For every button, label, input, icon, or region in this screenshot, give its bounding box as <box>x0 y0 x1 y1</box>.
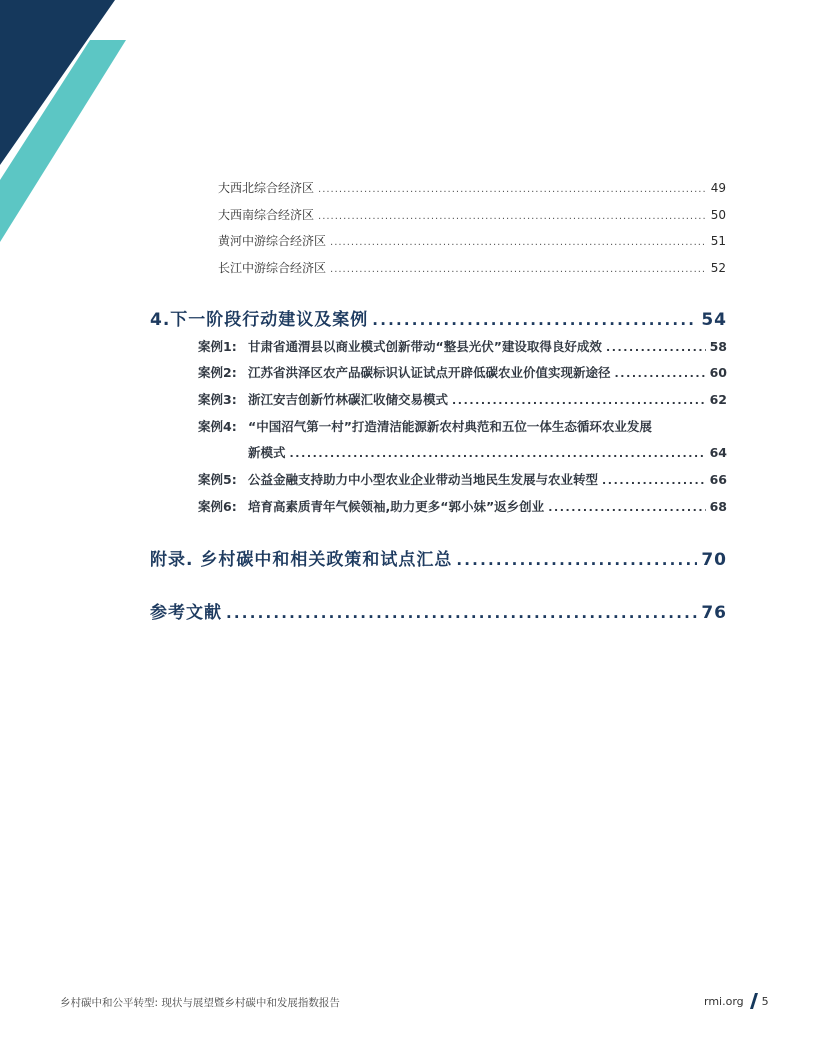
leader-dots <box>330 237 707 248</box>
case-title: 公益金融支持助力中小型农业企业带动当地民生发展与农业转型 <box>248 472 599 487</box>
case-prefix: 案例2: <box>198 365 237 380</box>
toc-case-entry[interactable] <box>198 337 727 355</box>
footer-page-info <box>704 993 769 1009</box>
toc-case-entry[interactable] <box>198 470 727 488</box>
footer-site-link[interactable]: rmi.org <box>704 994 744 1008</box>
toc-sub-entry[interactable] <box>218 206 726 223</box>
footer-report-title: 乡村碳中和公平转型: 现状与展望暨乡村碳中和发展指数报告 <box>60 997 340 1009</box>
case-title: 培育高素质青年气候领袖,助力更多“郭小妹”返乡创业 <box>248 499 545 514</box>
leader-dots <box>318 184 707 195</box>
toc-section-label: 附录. 乡村碳中和相关政策和试点汇总 <box>150 550 453 570</box>
toc-sub-entry[interactable] <box>218 259 726 276</box>
case-prefix: 案例6: <box>198 499 237 514</box>
case-prefix: 案例4: <box>198 419 237 434</box>
toc-entry-label: 大西南综合经济区 <box>218 208 315 222</box>
toc-references[interactable] <box>150 598 727 623</box>
toc-page-number: 68 <box>709 499 727 514</box>
toc-appendix[interactable] <box>150 545 727 570</box>
toc-section-label: 4.下一阶段行动建议及案例 <box>150 310 369 330</box>
toc-page-number: 58 <box>709 339 727 354</box>
toc-entry-label: 长江中游综合经济区 <box>218 261 327 275</box>
case-title: 浙江安吉创新竹林碳汇收储交易模式 <box>248 392 449 407</box>
toc-page-number: 54 <box>701 310 727 330</box>
toc-page-number: 51 <box>710 234 726 248</box>
toc-page-number: 52 <box>710 261 726 275</box>
leader-dots <box>318 211 707 222</box>
toc-sub-entry[interactable] <box>218 232 726 249</box>
corner-decoration <box>0 0 130 245</box>
leader-dots <box>290 447 706 460</box>
toc-case-entry[interactable] <box>198 390 727 408</box>
toc-sub-entry[interactable] <box>218 179 726 196</box>
leader-dots <box>330 264 707 275</box>
case-title-line2: 新模式 <box>248 445 286 460</box>
case-title: “中国沼气第一村”打造清洁能源新农村典范和五位一体生态循环农业发展 <box>248 419 652 434</box>
toc-entry-label: 大西北综合经济区 <box>218 181 315 195</box>
case-prefix: 案例3: <box>198 392 237 407</box>
toc-page-number: 49 <box>710 181 726 195</box>
case-title: 江苏省洪泽区农产品碳标识认证试点开辟低碳农业价值实现新途径 <box>248 365 611 380</box>
toc-case-entry-continued[interactable] <box>248 443 727 461</box>
toc-entry-label: 黄河中游综合经济区 <box>218 234 327 248</box>
toc-case-entry[interactable] <box>198 417 727 435</box>
leader-dots <box>226 604 697 622</box>
toc-page-number: 70 <box>701 550 727 570</box>
footer-page-number: 5 <box>761 994 769 1008</box>
toc-page-number: 66 <box>709 472 727 487</box>
case-prefix: 案例1: <box>198 339 237 354</box>
toc-case-entry[interactable] <box>198 363 727 381</box>
toc-page-number: 76 <box>701 603 727 623</box>
toc-page-number: 62 <box>709 392 727 407</box>
toc-page-number: 50 <box>710 208 726 222</box>
case-title: 甘肃省通渭县以商业模式创新带动“整县光伏”建设取得良好成效 <box>248 339 602 354</box>
leader-dots <box>602 474 706 487</box>
leader-dots <box>372 311 697 329</box>
case-prefix: 案例5: <box>198 472 237 487</box>
toc-section-4[interactable] <box>150 305 727 330</box>
slash-divider-icon <box>750 993 758 1009</box>
leader-dots <box>548 501 705 514</box>
toc-case-entry[interactable] <box>198 497 727 515</box>
leader-dots <box>456 551 697 569</box>
leader-dots <box>452 394 706 407</box>
leader-dots <box>606 341 706 354</box>
toc-page-number: 64 <box>709 445 727 460</box>
toc-page-number: 60 <box>709 365 727 380</box>
toc-section-label: 参考文献 <box>150 603 222 623</box>
leader-dots <box>615 367 706 380</box>
